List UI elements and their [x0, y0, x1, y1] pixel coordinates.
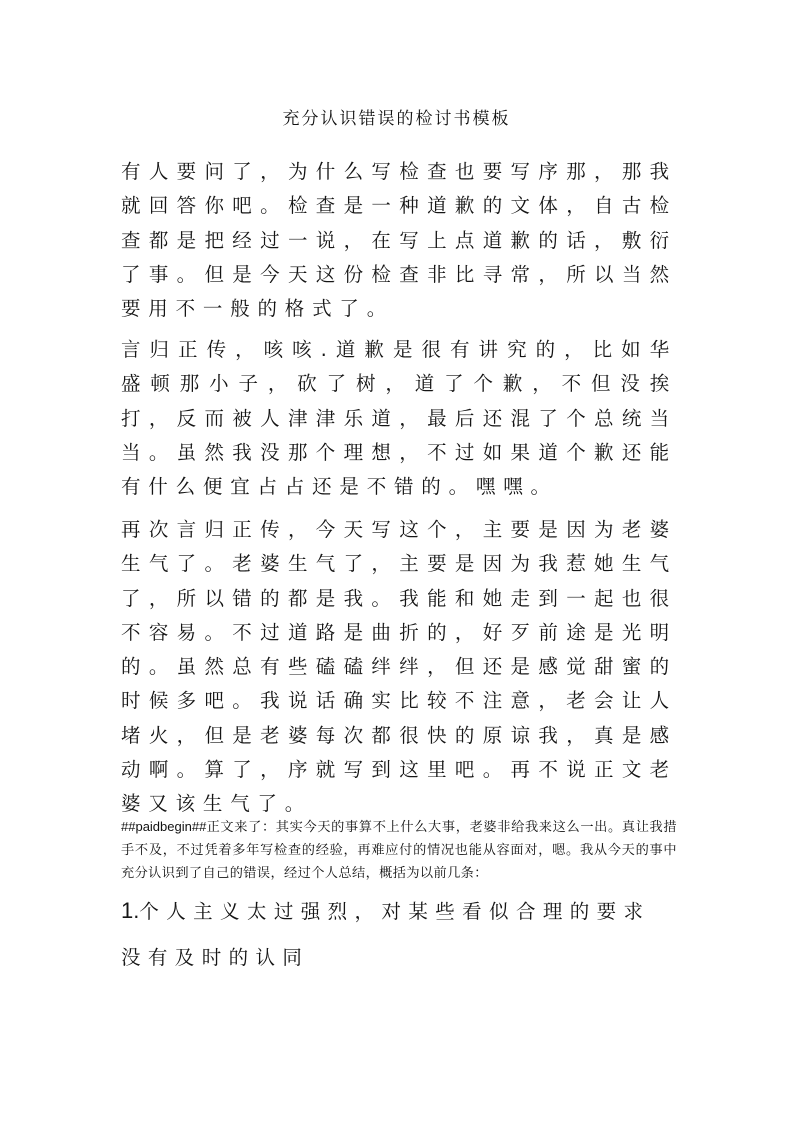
list-item — [121, 888, 677, 981]
body-intro-paragraph — [121, 815, 677, 885]
paid-begin-marker: ##paidbegin## — [121, 819, 207, 834]
paragraph-preface-2: 言归正传，咳咳.道歉是很有讲究的，比如华盛顿那小子，砍了树，道了个歉，不但没挨打，反而被人津津乐道，最后还混了个总统当当。虽然我没那个理想，不过如果道个歉还能有什么便宜占占还是不错的。嘿嘿。 — [121, 338, 677, 499]
document-title: 充分认识错误的检讨书模板 — [282, 109, 511, 129]
list-item-text: 个人主义太过强烈，对某些看似合理的要求没有及时的认同 — [121, 900, 651, 969]
paragraph-preface-3: 再次言归正传，今天写这个，主要是因为老婆生气了。老婆生气了，主要是因为我惹她生气了，所以错的都是我。我能和她走到一起也很不容易。不过道路是曲折的，好歹前途是光明的。虽然总有些磕磕绊绊，但还是感觉甜蜜的时候多吧。我说话确实比较不注意，老会让人堵火，但是老婆每次都很快的原谅我，真是感动啊。算了，序就写到这里吧。再不说正文老婆又该生气了。 — [121, 518, 677, 816]
paragraph-preface-1: 有人要问了，为什么写检查也要写序那，那我就回答你吧。检查是一种道歉的文体，自古检查都是把经过一说，在写上点道歉的话，敷衍了事。但是今天这份检查非比寻常，所以当然要用不一般的格式了。 — [121, 160, 677, 321]
body-intro-text: 正文来了：其实今天的事算不上什么大事，老婆非给我来这么一出。真让我措手不及，不过凭着多年写检查的经验，再难应付的情况也能从容面对，嗯。我从今天的事中充分认识到了自己的错误，经过个人总结，概括为以前几条： — [121, 820, 677, 881]
list-item-number: 1. — [121, 898, 140, 923]
